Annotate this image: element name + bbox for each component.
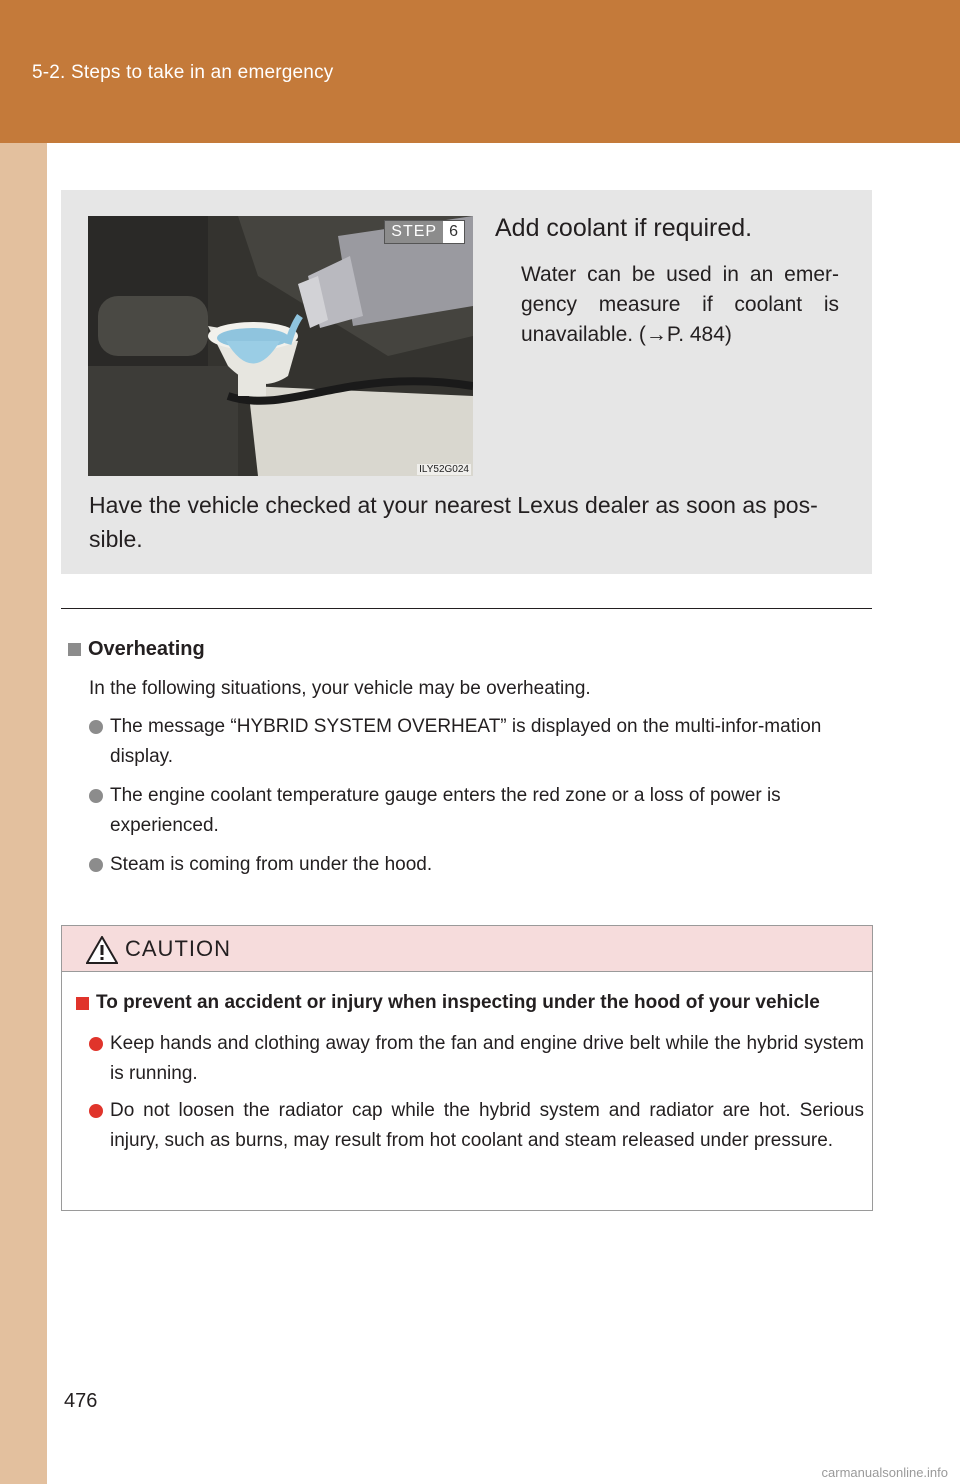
warning-triangle-icon (86, 936, 118, 964)
square-bullet-icon (76, 997, 89, 1010)
overheating-title: Overheating (88, 638, 205, 660)
step-footer-text: Have the vehicle checked at your nearest Lexus dealer as soon as pos-sible. (89, 492, 818, 552)
list-item (89, 781, 859, 841)
caution-box (61, 925, 873, 1211)
circle-bullet-icon (89, 720, 103, 734)
step-title: Add coolant if required. (495, 214, 753, 242)
list-item-text: Steam is coming from under the hood. (110, 854, 433, 875)
section-title: 5-2. Steps to take in an emergency (32, 62, 334, 83)
list-item-text: Keep hands and clothing away from the fan and engine drive belt while the hybrid system is running. (110, 1033, 864, 1084)
list-item (89, 1096, 864, 1156)
caution-title: To prevent an accident or injury when inspecting under the hood of your vehicle (96, 992, 820, 1013)
image-code: ILY52G024 (419, 464, 469, 475)
list-item-text: Do not loosen the radiator cap while the hybrid system and radiator are hot. Serious injury, such as burns, may result from hot coolant and steam released under pressure. (110, 1100, 864, 1151)
square-bullet-icon (68, 643, 81, 656)
step-badge (384, 220, 465, 244)
circle-bullet-icon (89, 1104, 103, 1118)
circle-bullet-icon (89, 789, 103, 803)
step-panel (61, 190, 872, 574)
overheating-intro: In the following situations, your vehicle may be overheating. (89, 678, 591, 699)
page-number: 476 (64, 1390, 98, 1412)
divider (61, 608, 872, 609)
step-badge-number: 6 (449, 223, 458, 240)
step-badge-label: STEP (385, 221, 443, 243)
step-note: Water can be used in an emer-gency measure if coolant is unavailable. (→P. 484) (521, 263, 839, 346)
page-header (0, 0, 960, 143)
coolant-photo (88, 216, 473, 476)
caution-heading (76, 992, 820, 1014)
list-item (89, 1029, 864, 1089)
sidebar-strip (0, 143, 47, 1484)
watermark: carmanualsonline.info (821, 1465, 948, 1480)
list-item (89, 712, 859, 772)
list-item-text: The engine coolant temperature gauge enters the red zone or a loss of power is experienced. (110, 785, 781, 836)
circle-bullet-icon (89, 1037, 103, 1051)
caution-header (62, 926, 872, 972)
overheating-heading (68, 638, 205, 661)
list-item (89, 850, 859, 880)
caution-label: CAUTION (125, 936, 231, 961)
list-item-text: The message “HYBRID SYSTEM OVERHEAT” is displayed on the multi-infor-mation display. (110, 716, 822, 767)
circle-bullet-icon (89, 858, 103, 872)
